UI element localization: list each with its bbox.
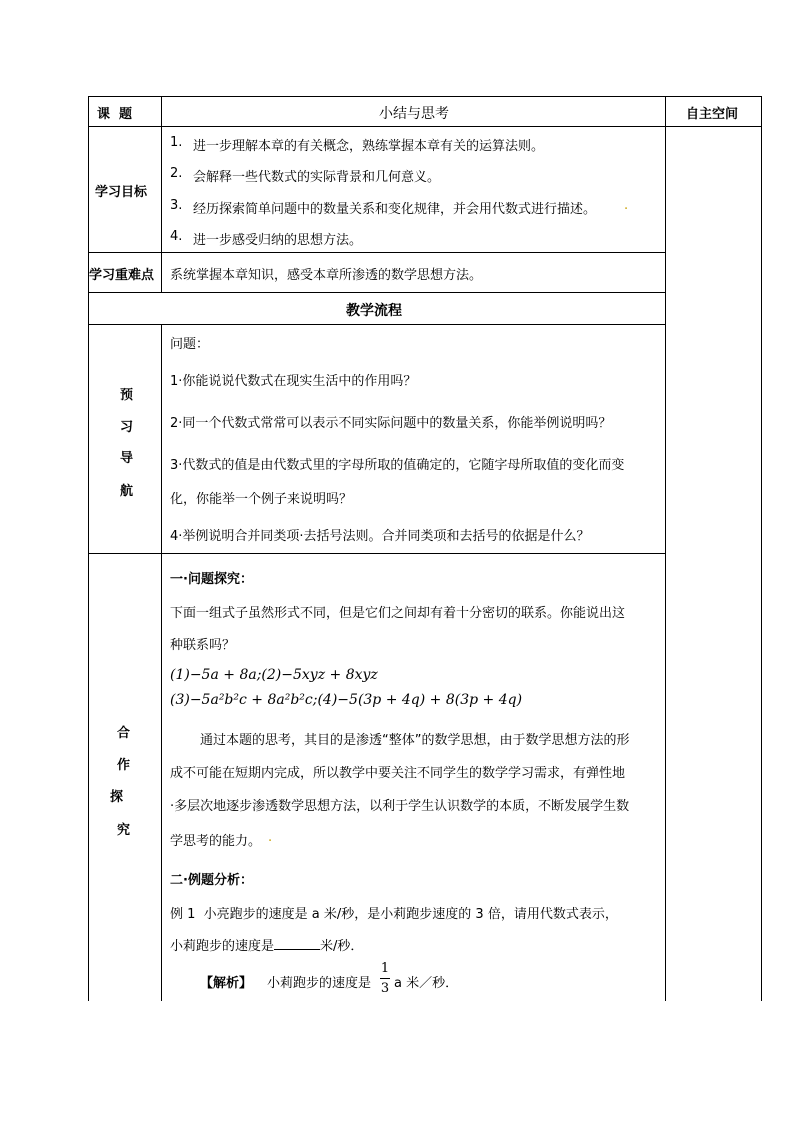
discussion-line-a: 通过本题的思考，其目的是渗透“整体”的数学思想，由于数学思想方法的形 [200,733,630,748]
preview-label-3: 导 [120,451,134,466]
table-border-right [761,96,762,1001]
decorative-dot: . [624,198,629,213]
objective-3-num: 3. [170,198,183,213]
table-rule-flow [88,324,665,325]
expression-line-1: (1)−5a + 8a;(2)−5xyz + 8xyz [170,667,378,683]
section-2-title: 二·例题分析： [170,873,253,888]
expression-line-2: (3)−5a²b²c + 8a²b²c;(4)−5(3p + 4q) + 8(3p + 4q) [170,692,523,708]
teaching-flow-title: 教学流程 [346,303,402,319]
page-title: 小结与思考 [379,106,449,122]
section-1-paragraph-b: 种联系吗？ [170,638,236,653]
preview-intro: 问题： [170,337,210,352]
solution-text: 小莉跑步的速度是 [267,976,372,991]
table-col-divider-b [161,324,162,1001]
section-1-paragraph-a: 下面一组式子虽然形式不同，但是它们之间却有着十分密切的联系。你能说出这 [170,606,626,621]
objective-1-text: 进一步理解本章的有关概念，熟练掌握本章有关的运算法则。 [193,139,545,154]
key-points-text: 系统掌握本章知识，感受本章所渗透的数学思想方法。 [170,268,483,283]
objective-3-text: 经历探索简单问题中的数量关系和变化规律，并会用代数式进行描述。 [193,202,597,217]
preview-question-3b: 化，你能举一个例子来说明吗？ [170,492,353,507]
objective-1-num: 1. [170,135,183,150]
objectives-label: 学习目标 [95,185,148,200]
preview-label-4: 航 [120,484,134,499]
table-rule-keypoints [88,292,665,293]
decorative-dot: . [268,830,273,845]
table-col-divider-a [161,96,162,292]
cooperate-label-1: 合 [117,726,131,741]
objective-2-num: 2. [170,166,183,181]
example-1-line-a: 例 1 小亮跑步的速度是 a 米/秒，是小莉跑步速度的 3 倍，请用代数式表示， [170,907,618,922]
section-1-title: 一·问题探究： [170,572,253,587]
discussion-line-b: 成不可能在短期内完成，所以教学中要关注不同学生的数学学习需求，有弹性地 [170,766,626,781]
fraction-bar [380,978,390,979]
preview-question-4: 4·举例说明合并同类项·去括号法则。合并同类项和去括号的依据是什么？ [170,529,590,544]
preview-label-2: 习 [120,420,134,435]
fraction-numerator: 1 [380,961,390,976]
table-rule-objectives [88,252,665,253]
discussion-line-c: ·多层次地逐步渗透数学思想方法，以利于学生认识数学的本质，不断发展学生数 [170,799,630,814]
example-1-line-b [170,935,363,954]
header-subject-label: 课 题 [97,107,133,122]
cooperate-label-4: 究 [117,823,131,838]
objective-4-text: 进一步感受归纳的思想方法。 [193,233,363,248]
key-points-label: 学习重难点 [89,268,155,283]
preview-label-1: 预 [120,388,134,403]
example-1-unit: 米/秒． [320,939,364,954]
discussion-line-d: 学思考的能力。 [170,834,262,849]
table-border-top [88,96,761,97]
objective-4-num: 4. [170,229,183,244]
answer-blank[interactable] [274,937,320,950]
solution-label: 【解析】 [200,976,253,991]
cooperate-label-3: 探 [110,790,124,805]
preview-question-2: 2·同一个代数式常常可以表示不同实际问题中的数量关系，你能举例说明吗？ [170,416,612,431]
table-col-divider-c [665,96,666,1001]
preview-question-3a: 3·代数式的值是由代数式里的字母所取的值确定的，它随字母所取值的变化而变 [170,458,625,473]
fraction-denominator: 3 [380,981,390,996]
objective-2-text: 会解释一些代数式的实际背景和几何意义。 [193,170,441,185]
header-self-space-label: 自主空间 [686,107,739,122]
preview-question-1: 1·你能说说代数式在现实生活中的作用吗？ [170,374,417,389]
table-rule-header [88,126,761,127]
solution-unit: a 米／秒． [394,976,459,991]
example-1-prompt: 小莉跑步的速度是 [170,939,275,954]
table-rule-preview [88,553,665,554]
cooperate-label-2: 作 [117,758,131,773]
table-border-left [88,96,89,1001]
